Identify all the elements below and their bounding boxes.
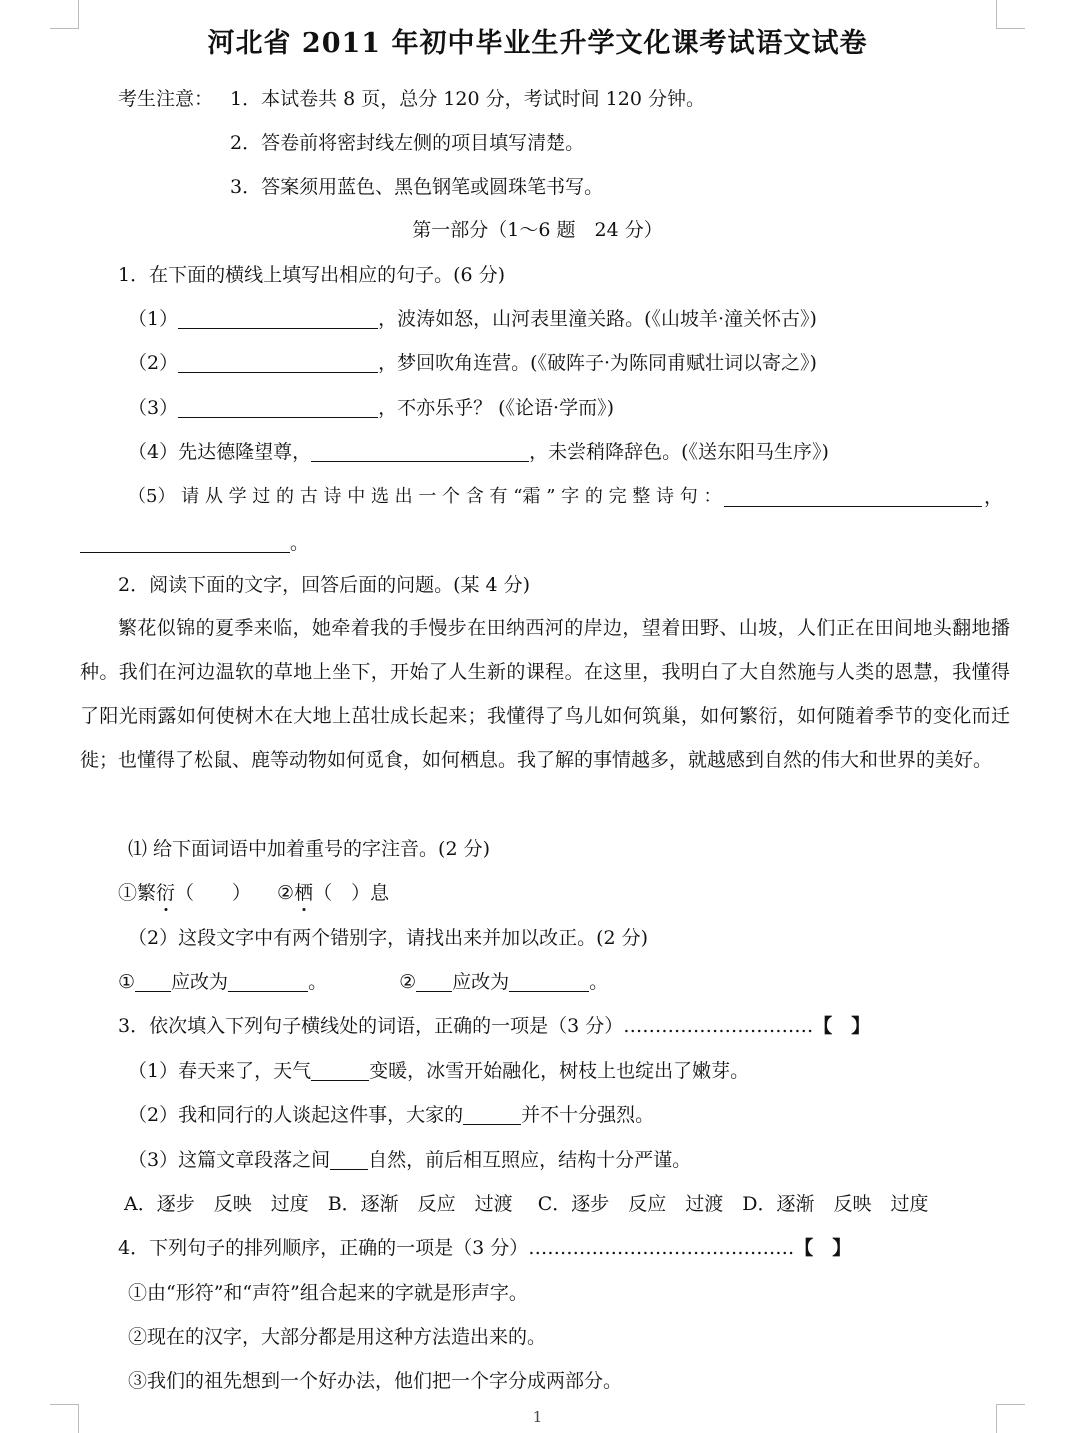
q4-sentence-2: ②现在的汉字，大部分都是用这种方法造出来的。 [128,1326,547,1348]
crop-mark-top-left [50,0,79,29]
wrong-char-blank[interactable] [135,971,171,992]
q1-item-3-text: ，不亦乐乎？ (《论语·学而》) [378,397,614,419]
correct-char-blank[interactable] [228,971,308,992]
answer-blank[interactable] [311,441,529,462]
q3-options: A．逐步 反映 过度 B．逐渐 反应 过渡 C．逐步 反应 过渡 D．逐渐 反映 过度 [124,1193,929,1215]
fill-blank[interactable] [330,1149,368,1170]
correction-b-num: ② [399,971,417,993]
q1-item-3-num: （3） [128,397,179,419]
answer-blank[interactable] [178,308,378,329]
q3-item-2-head: （2）我和同行的人谈起这件事，大家的 [128,1104,464,1126]
q3-item-2-tail: 并不十分强烈。 [521,1104,655,1126]
q2-sub2: （2）这段文字中有两个错别字，请找出来并加以改正。(2 分) [128,927,649,949]
correct-char-blank[interactable] [509,971,589,992]
answer-bracket[interactable]: 【 】 [813,1015,871,1037]
page-number: 1 [532,1408,543,1426]
q3-item-2 [128,1102,654,1128]
part-heading: 第一部分（1～6 题 24 分） [412,219,663,241]
answer-blank[interactable] [80,532,290,553]
notice-item-3: 3．答案须用蓝色、黑色钢笔或圆珠笔书写。 [230,176,604,198]
notice-item-2: 2．答卷前将密封线左侧的项目填写清楚。 [230,132,585,154]
reading-passage: 繁花似锦的夏季来临，她牵着我的手慢步在田纳西河的岸边，望着田野、山坡，人们正在田间地头翻地播种。我们在河边温软的草地上坐下，开始了人生新的课程。在这里，我明白了大自然施与人类的恩慧，我懂得了阳光雨露如何使树木在大地上茁壮成长起来；我懂得了鸟儿如何筑巢，如何繁衍，如何随着季节的变化而迁徙；也懂得了松鼠、鹿等动物如何觅食，如何栖息。我了解的事情越多，就越感到自然的伟大和世界的美好。 [80,617,1010,771]
correction-a-end: 。 [308,971,328,993]
answer-blank[interactable] [178,352,378,373]
q1-item-5-head: （5） 请 从 学 过 的 古 诗 中 选 出 一 个 含 有 “霜 ” 字 的 完 整 诗 句 ： [128,486,722,507]
q1-stem: 1．在下面的横线上填写出相应的句子。(6 分) [118,264,506,286]
fill-blank[interactable] [311,1060,369,1081]
q4-stem-text: 4．下列句子的排列顺序，正确的一项是（3 分）…………………………………… [118,1237,795,1259]
q1-item-3 [128,395,614,421]
q1-item-2-num: （2） [128,352,179,374]
q1-item-4-text: ，未尝稍降辞色。(《送东阳马生序》) [529,441,829,463]
q1-item-1-text: ，波涛如怒，山河表里潼关路。(《山坡羊·潼关怀古》) [378,308,817,330]
answer-blank[interactable] [724,486,982,507]
q4-stem [118,1235,851,1261]
q4-sentence-3: ③我们的祖先想到一个好办法，他们把一个字分成两部分。 [128,1370,623,1392]
notice-label: 考生注意： [118,88,214,110]
exam-title: 河北省 2011 年初中毕业生升学文化课考试语文试卷 [207,28,868,59]
q1-item-5-end: 。 [290,532,310,554]
q3-item-1 [128,1058,749,1084]
emphasis-char-1: 衍 [156,882,176,904]
correction-b-end: 。 [589,971,609,993]
q2-correction-row [118,969,608,995]
pinyin-item-1-prefix: ①繁 [118,882,157,904]
q1-item-5-comma: ， [984,486,1004,508]
q2-pinyin-items [118,880,389,906]
q3-stem-text: 3．依次填入下列句子横线处的词语，正确的一项是（3 分）………………………… [118,1015,814,1037]
q1-item-2-text: ，梦回吹角连营。(《破阵子·为陈同甫赋壮词以寄之》) [378,352,817,374]
notice-item-1: 1．本试卷共 8 页，总分 120 分，考试时间 120 分钟。 [230,88,705,110]
correction-a-num: ① [118,971,136,993]
q1-item-2 [128,350,817,376]
correction-a-label: 应改为 [171,971,229,993]
q2-sub1: ⑴ 给下面词语中加着重号的字注音。(2 分) [128,838,490,860]
q1-item-1-num: （1） [128,308,179,330]
crop-mark-top-right [996,0,1025,29]
q1-item-5 [128,484,721,510]
q2-stem: 2．阅读下面的文字，回答后面的问题。(某 4 分) [118,574,531,596]
emphasis-char-2: 栖 [294,882,314,904]
q1-item-4 [128,439,829,465]
q1-item-5-cont [80,530,309,556]
pinyin-item-2-prefix: ② [277,882,295,904]
answer-blank[interactable] [178,397,378,418]
q4-sentence-1: ①由“形符”和“声符”组合起来的字就是形声字。 [128,1282,528,1304]
q3-item-1-head: （1）春天来了，天气 [128,1060,312,1082]
pinyin-item-1-paren[interactable]: （ ） [175,882,252,904]
q3-item-3-tail: 自然，前后相互照应，结构十分严谨。 [368,1149,692,1171]
q3-item-3 [128,1147,691,1173]
q3-item-3-head: （3）这篇文章段落之间 [128,1149,331,1171]
pinyin-item-2-paren[interactable]: （ ）息 [313,882,390,904]
fill-blank[interactable] [463,1104,521,1125]
q1-item-1 [128,306,817,332]
answer-bracket[interactable]: 【 】 [794,1237,852,1259]
q3-item-1-tail: 变暖，冰雪开始融化，树枝上也绽出了嫩芽。 [369,1060,750,1082]
q3-stem [118,1013,870,1039]
q1-item-4-head: （4）先达德隆望尊， [128,441,312,463]
correction-b-label: 应改为 [452,971,510,993]
wrong-char-blank[interactable] [416,971,452,992]
